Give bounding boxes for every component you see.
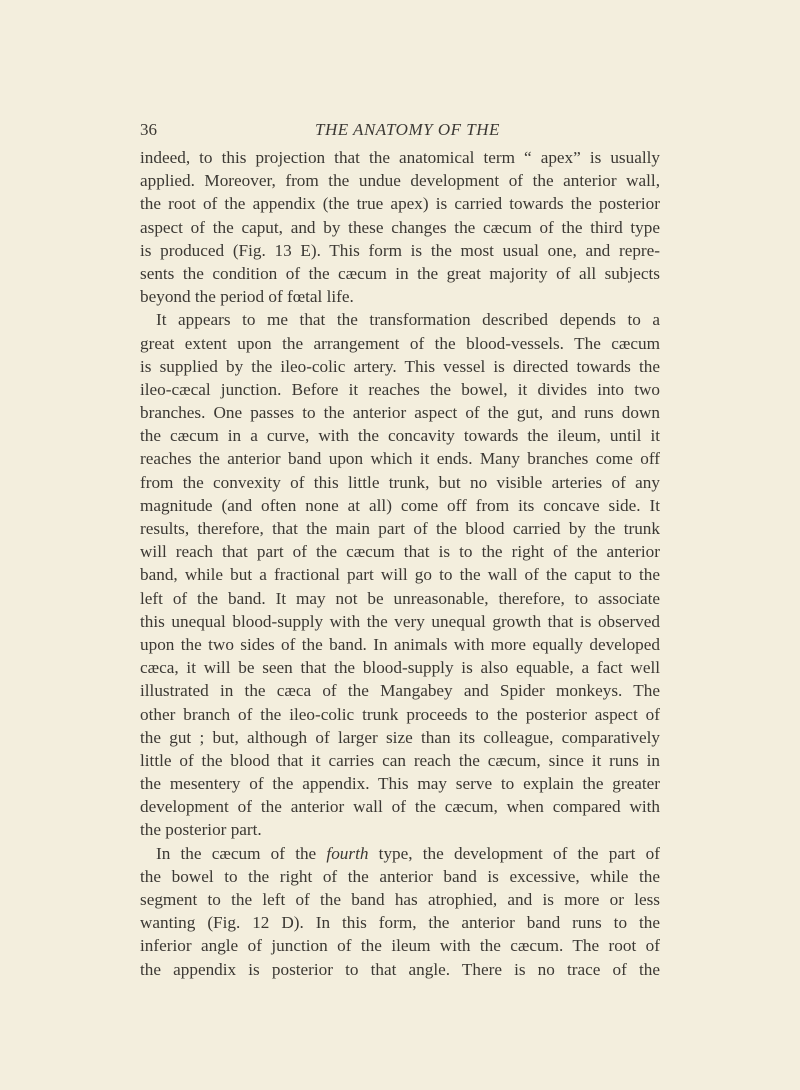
text-line: the mesentery of the appendix. This may serve to explain the greater: [140, 774, 660, 794]
text-line: from the convexity of this little trunk, but no visible arteries of any: [140, 472, 660, 492]
text-line: branches. One passes to the anterior aspect of the gut, and runs down: [140, 403, 660, 423]
page-number: 36: [140, 120, 157, 139]
text-line: aspect of the caput, and by these changes the cæcum of the third type: [140, 217, 660, 237]
text-line: indeed, to this projection that the anatomical term “ apex” is usually: [140, 148, 660, 167]
text-line: reaches the anterior band upon which it ends. Many branches come off: [140, 449, 660, 469]
text-line: the cæcum in a curve, with the concavity towards the ileum, until it: [140, 426, 660, 446]
body-text: [140, 146, 660, 981]
text-line: results, therefore, that the main part of the blood carried by the trunk: [140, 519, 660, 538]
text-line: is supplied by the ileo-colic artery. This vessel is directed towards the: [140, 356, 660, 376]
text-line: segment to the left of the band has atrophied, and is more or less: [140, 890, 660, 909]
text-line: the gut ; but, although of larger size than its colleague, comparatively: [140, 727, 660, 747]
text-line: is produced (Fig. 13 E). This form is the most usual one, and repre-: [140, 240, 660, 260]
running-title: THE ANATOMY OF THE: [315, 120, 500, 139]
text-line: great extent upon the arrangement of the blood-vessels. The cæcum: [140, 333, 660, 353]
text-line: wanting (Fig. 12 D). In this form, the anterior band runs to the: [140, 913, 660, 933]
text-line: the posterior part.: [140, 820, 262, 840]
text-line: illustrated in the cæca of the Mangabey and Spider monkeys. The: [140, 681, 660, 701]
text-line: will reach that part of the cæcum that is to the right of the anterior: [140, 542, 660, 562]
text-line: inferior angle of junction of the ileum with the cæcum. The root of: [140, 936, 660, 956]
text-segment: In the cæcum of the: [156, 843, 327, 863]
page-header: [140, 120, 660, 142]
text-line: beyond the period of fœtal life.: [140, 287, 354, 307]
text-line: magnitude (and often none at all) come off from its concave side. It: [140, 495, 660, 515]
text-line: upon the two sides of the band. In animals with more equally developed: [140, 634, 660, 654]
text-line: applied. Moreover, from the undue development of the anterior wall,: [140, 171, 660, 191]
text-line: little of the blood that it carries can reach the cæcum, since it runs in: [140, 750, 660, 770]
text-line: sents the condition of the cæcum in the great majority of all subjects: [140, 263, 660, 283]
text-line: this unequal blood-supply with the very unequal growth that is observed: [140, 611, 660, 631]
text-line: the appendix is posterior to that angle. There is no trace of the: [140, 959, 660, 979]
text-line: ileo-cæcal junction. Before it reaches the bowel, it divides into two: [140, 379, 660, 399]
text-line: It appears to me that the transformation described depends to a: [156, 310, 660, 330]
text-line: cæca, it will be seen that the blood-supply is also equable, a fact well: [140, 658, 660, 678]
text-line: the root of the appendix (the true apex) is carried towards the posterior: [140, 194, 660, 214]
text-line: other branch of the ileo-colic trunk proceeds to the posterior aspect of: [140, 704, 660, 724]
text-line-with-italic: [140, 842, 660, 865]
text-segment: type, the development of the part of: [368, 843, 660, 863]
italic-term: fourth: [326, 843, 369, 863]
text-line: the bowel to the right of the anterior band is excessive, while the: [140, 866, 660, 886]
text-line: band, while but a fractional part will go to the wall of the caput to the: [140, 565, 660, 585]
text-line: development of the anterior wall of the cæcum, when compared with: [140, 797, 660, 817]
text-line: left of the band. It may not be unreasonable, therefore, to associate: [140, 588, 660, 608]
